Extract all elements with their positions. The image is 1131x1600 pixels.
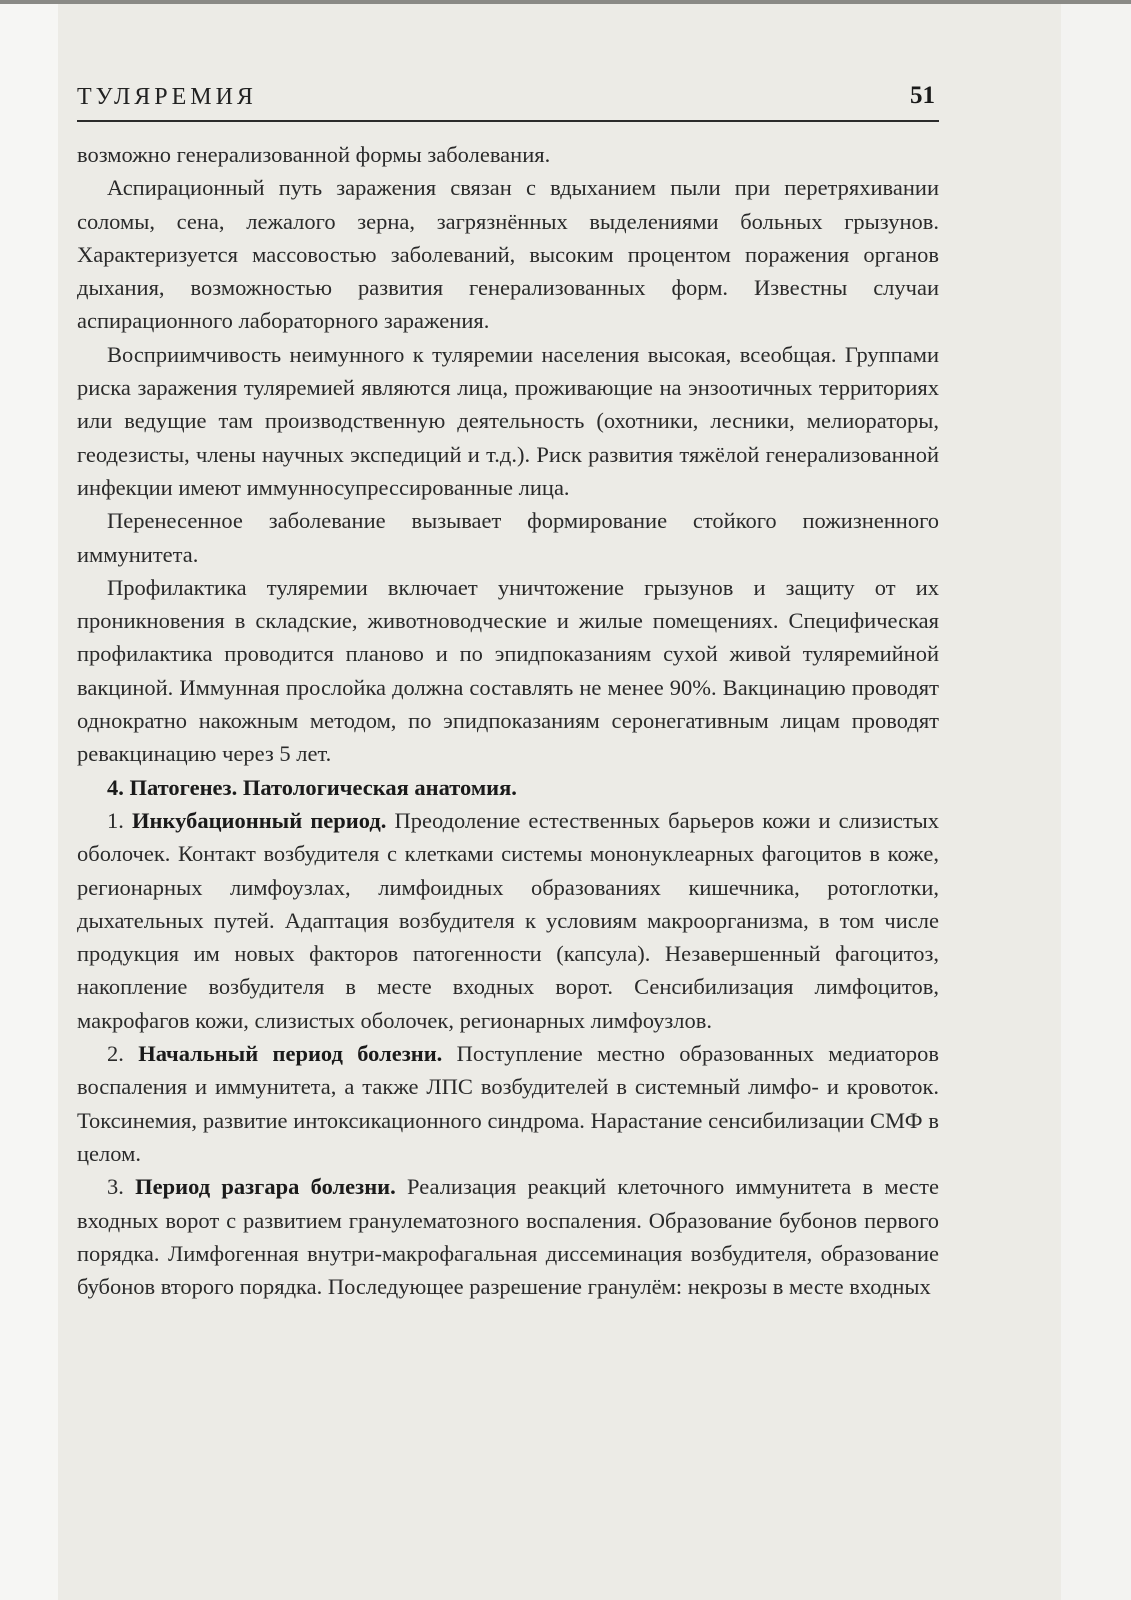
page-body: [77, 138, 939, 1303]
period-number: 1.: [107, 807, 124, 833]
paragraph: Аспирационный путь заражения связан с вдыханием пыли при перетряхивании соломы, сена, лежалого зерна, загрязнённых выделениями больных грызунов. Характеризуется массовостью заболеваний, высоким процентом поражения органов дыхания, возможностью развития генерализованных форм. Известны случаи аспирационного лабораторного заражения.: [77, 175, 939, 334]
page-header: [77, 80, 939, 122]
period-paragraph: [77, 1170, 939, 1303]
page-number: 51: [910, 82, 935, 109]
scan-edge-top: [0, 0, 1131, 4]
running-title: ТУЛЯРЕМИЯ: [77, 84, 257, 110]
period-term: Начальный период болезни.: [138, 1041, 443, 1067]
section-heading: 4. Патогенез. Патологическая анатомия.: [107, 774, 517, 800]
paragraph: Перенесенное заболевание вызывает формирование стойкого пожизненного иммунитета.: [77, 508, 939, 567]
period-term: Инкубационный период.: [132, 807, 387, 833]
scan-margin-left: [0, 0, 58, 1600]
scan-margin-right: [1061, 0, 1131, 1600]
period-number: 2.: [107, 1041, 124, 1067]
paragraph: Профилактика туляремии включает уничтожение грызунов и защиту от их проникновения в складские, животноводческие и жилые помещениях. Специфическая профилактика проводится планово и по эпидпоказаниям сухой живой туляремийной вакциной. Иммунная прослойка должна составлять не менее 90%. Вакцинацию проводят однократно накожным методом, по эпидпоказаниям серонегативным лицам проводят ревакцинацию через 5 лет.: [77, 574, 939, 767]
period-term: Период разгара болезни.: [135, 1174, 396, 1200]
period-paragraph: [77, 804, 939, 1037]
period-text: Реализация реакций клеточного иммунитета в месте входных ворот с развитием гранулематозного воспаления. Образование бубонов первого порядка. Лимфогенная внутри-макрофагальная диссеминация возбудителя, образование бубонов второго порядка. Последующее разрешение гранулём: некрозы в месте входных: [77, 1174, 939, 1300]
period-text: Преодоление естественных барьеров кожи и слизистых оболочек. Контакт возбудителя с клетками системы мононуклеарных фагоцитов в коже, регионарных лимфоузлах, лимфоидных образованиях кишечника, ротоглотки, дыхательных путей. Адаптация возбудителя к условиям макроорганизма, в том числе продукция им новых факторов патогенности (капсула). Незавершенный фагоцитоз, накопление возбудителя в месте входных ворот. Сенсибилизация лимфоцитов, макрофагов кожи, слизистых оболочек, регионарных лимфоузлов.: [77, 807, 940, 1033]
paragraph: Восприимчивость неимунного к туляремии населения высокая, всеобщая. Группами риска заражения туляремией являются лица, проживающие на энзоотичных территориях или ведущие там производственную деятельность (охотники, лесники, мелиораторы, геодезисты, члены научных экспедиций и т.д.). Риск развития тяжёлой генерализованной инфекции имеют иммунносупрессированные лица.: [77, 341, 939, 500]
paragraph: возможно генерализованной формы заболевания.: [77, 142, 551, 167]
period-number: 3.: [107, 1174, 124, 1200]
period-text: Поступление местно образованных медиаторов воспаления и иммунитета, а также ЛПС возбудителей в системный лимфо- и кровоток. Токсинемия, развитие интоксикационного синдрома. Нарастание сенсибилизации СМФ в целом.: [77, 1041, 940, 1166]
period-paragraph: [77, 1037, 939, 1170]
